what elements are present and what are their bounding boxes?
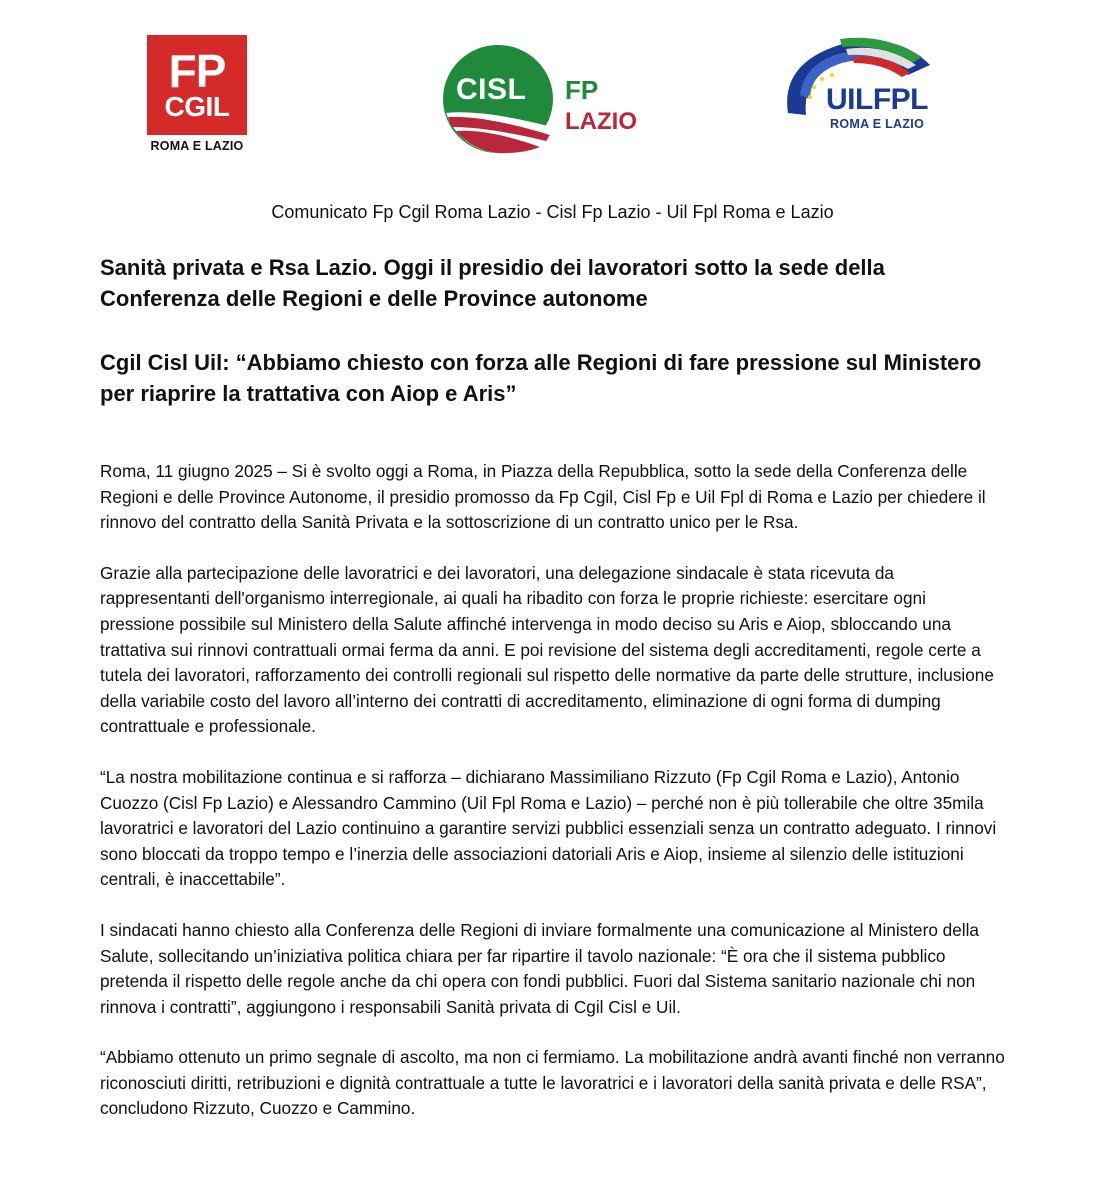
uil-logo-name: UILFPL bbox=[826, 83, 928, 116]
fp-cgil-logo-box bbox=[147, 35, 247, 135]
uil-logo-subtitle: ROMA E LAZIO bbox=[830, 117, 925, 131]
logo-header bbox=[0, 0, 1111, 180]
fp-cgil-logo-line2: CGIL bbox=[164, 90, 230, 122]
cisl-fp-lazio-logo bbox=[442, 43, 672, 155]
body-paragraph: Grazie alla partecipazione delle lavoratrici e dei lavoratori, una delegazione sindacale è stata ricevuta da rappresentanti dell'organismo interregionale, ai quali ha ribadito con forza le proprie richieste: esercitare ogni pressione possibile sul Ministero della Salute affinché intervenga in modo deciso su Aris e Aiop, sbloccando una trattativa sui rinnovi contrattuali ormai ferma da anni. E poi revisione del sistema degli accreditamenti, regole certe a tutela dei lavoratori, rafforzamento dei controlli regionali sul rispetto delle normative da parte delle strutture, inclusione della variabile costo del lavoro all’interno dei contratti di accreditamento, eliminazione di ogni forma di dumping contrattuale e professionale. bbox=[100, 562, 994, 737]
press-release bbox=[100, 200, 1005, 1122]
fp-cgil-logo-subtitle: ROMA E LAZIO bbox=[150, 139, 244, 153]
comunicato-line: Comunicato Fp Cgil Roma Lazio - Cisl Fp Lazio - Uil Fpl Roma e Lazio bbox=[271, 202, 834, 222]
cisl-logo-fp: FP bbox=[565, 75, 599, 105]
cisl-logo-name: CISL bbox=[456, 73, 527, 106]
fp-cgil-logo-line1: FP bbox=[168, 44, 226, 97]
release-subtitle: Cgil Cisl Uil: “Abbiamo chiesto con forza alle Regioni di fare pressione sul Ministero per riaprire la trattativa con Aiop e Aris” bbox=[100, 350, 982, 406]
body-paragraph: “Abbiamo ottenuto un primo segnale di ascolto, ma non ci fermiamo. La mobilitazione andrà avanti finché non verranno riconosciuti diritti, retribuzioni e dignità contrattuale a tutte le lavoratrici e i lavoratori della sanità privata e delle RSA”, concludono Rizzuto, Cuozzo e Cammino. bbox=[100, 1047, 1005, 1119]
uil-fpl-logo bbox=[780, 35, 970, 145]
body-paragraph: Roma, 11 giugno 2025 – Si è svolto oggi a Roma, in Piazza della Repubblica, sotto la sede della Conferenza delle Regioni e delle Province Autonome, il presidio promosso da Fp Cgil, Cisl Fp e Uil Fpl di Roma e Lazio per chiedere il rinnovo del contratto della Sanità Privata e la sottoscrizione di un contratto unico per le Rsa. bbox=[100, 461, 986, 533]
cisl-logo-region: LAZIO bbox=[565, 108, 637, 135]
release-title: Sanità privata e Rsa Lazio. Oggi il presidio dei lavoratori sotto la sede della Conferenza delle Regioni e delle Province autonome bbox=[100, 255, 885, 311]
body-paragraph: “La nostra mobilitazione continua e si rafforza – dichiarano Massimiliano Rizzuto (Fp Cgil Roma e Lazio), Antonio Cuozzo (Cisl Fp Lazio) e Alessandro Cammino (Uil Fpl Roma e Lazio) – perché non è più tollerabile che oltre 35mila lavoratrici e lavoratori del Lazio continuino a garantire servizi pubblici essenziali senza un contratto adeguato. I rinnovi sono bloccati da troppo tempo e l’inerzia delle associazioni datoriali Aris e Aiop, insieme al silenzio delle istituzioni centrali, è inaccettabile”. bbox=[100, 766, 997, 890]
body-paragraph: I sindacati hanno chiesto alla Conferenza delle Regioni di inviare formalmente una comunicazione al Ministero della Salute, sollecitando un’iniziativa politica chiara per far ripartire il tavolo nazionale: “È ora che il sistema pubblico pretenda il rispetto delle regole anche da chi opera con fondi pubblici. Fuori dal Sistema sanitario nazionale chi non rinnova i contratti”, aggiungono i responsabili Sanità privata di Cgil Cisl e Uil. bbox=[100, 919, 979, 1017]
fp-cgil-logo bbox=[147, 35, 247, 153]
